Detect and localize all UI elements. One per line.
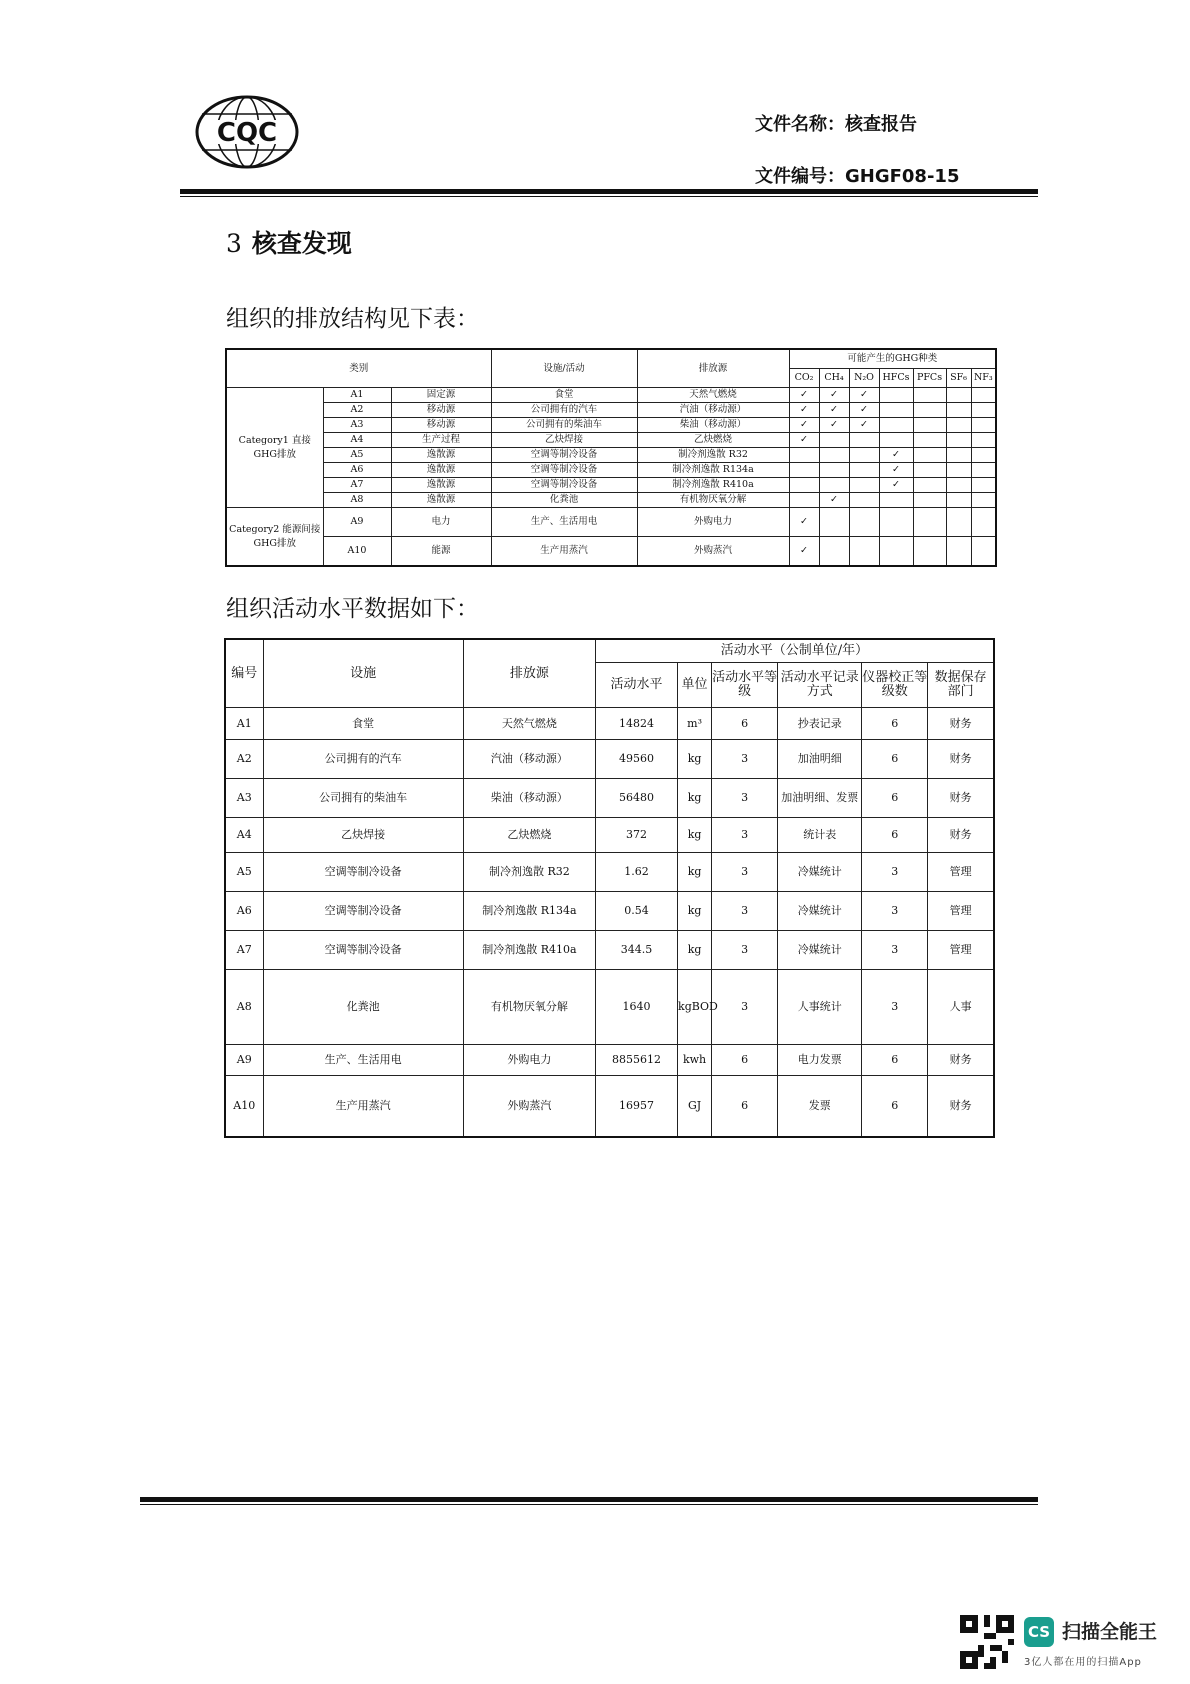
- record-method: 统计表: [778, 818, 862, 853]
- header-department: 数据保存部门: [928, 663, 994, 708]
- activity-row: [225, 1076, 994, 1138]
- header-facility: 设施: [263, 639, 463, 708]
- source-cell: 有机物厌氧分解: [637, 493, 789, 508]
- record-method: 冷媒统计: [778, 853, 862, 892]
- facility-cell: 公司拥有的汽车: [491, 403, 637, 418]
- ghg-mark: [879, 418, 913, 433]
- ghg-mark: [849, 537, 879, 567]
- calibration-cell: 6: [862, 708, 928, 740]
- ghg-mark: [913, 463, 946, 478]
- facility-cell: 乙炔焊接: [491, 433, 637, 448]
- source-cell: 汽油（移动源）: [463, 740, 595, 779]
- facility-cell: 空调等制冷设备: [491, 448, 637, 463]
- source-cell: 制冷剂逸散 R410a: [637, 478, 789, 493]
- activity-level: 372: [595, 818, 677, 853]
- department-cell: 财务: [928, 708, 994, 740]
- activity-level: 1.62: [595, 853, 677, 892]
- activity-level: 1640: [595, 970, 677, 1045]
- source-cell: 外购蒸汽: [463, 1076, 595, 1138]
- unit-cell: GJ: [678, 1076, 712, 1138]
- header-no: 编号: [225, 639, 263, 708]
- emission-row: [226, 463, 996, 478]
- ghg-mark: [913, 388, 946, 403]
- source-type: 固定源: [391, 388, 491, 403]
- row-id: A8: [225, 970, 263, 1045]
- header-gas: HFCs: [879, 369, 913, 388]
- grade-cell: 3: [712, 818, 778, 853]
- source-cell: 天然气燃烧: [463, 708, 595, 740]
- cqc-logo: [194, 94, 300, 170]
- grade-cell: 3: [712, 970, 778, 1045]
- row-id: A10: [323, 537, 391, 567]
- department-cell: 财务: [928, 740, 994, 779]
- department-cell: 财务: [928, 1076, 994, 1138]
- ghg-mark: [849, 463, 879, 478]
- ghg-mark: [971, 493, 996, 508]
- source-type: 逸散源: [391, 478, 491, 493]
- record-method: 发票: [778, 1076, 862, 1138]
- source-type: 能源: [391, 537, 491, 567]
- activity-data-intro: 组织活动水平数据如下：: [226, 596, 479, 622]
- ghg-mark: [913, 403, 946, 418]
- activity-level: 344.5: [595, 931, 677, 970]
- activity-level: 56480: [595, 779, 677, 818]
- ghg-mark: ✓: [819, 388, 849, 403]
- source-cell: 外购电力: [637, 508, 789, 537]
- calibration-cell: 6: [862, 1045, 928, 1076]
- row-id: A7: [225, 931, 263, 970]
- footer-rule: [140, 1497, 1038, 1502]
- ghg-mark: [819, 508, 849, 537]
- header-unit: 单位: [678, 663, 712, 708]
- row-id: A10: [225, 1076, 263, 1138]
- department-cell: 人事: [928, 970, 994, 1045]
- ghg-mark: [946, 448, 971, 463]
- source-cell: 制冷剂逸散 R134a: [463, 892, 595, 931]
- calibration-cell: 6: [862, 1076, 928, 1138]
- ghg-mark: [879, 403, 913, 418]
- emission-row: [226, 537, 996, 567]
- ghg-mark: ✓: [819, 403, 849, 418]
- row-id: A1: [225, 708, 263, 740]
- activity-row: [225, 892, 994, 931]
- record-method: 抄表记录: [778, 708, 862, 740]
- record-method: 加油明细: [778, 740, 862, 779]
- unit-cell: kwh: [678, 1045, 712, 1076]
- header-calibration: 仪器校正等级数: [862, 663, 928, 708]
- activity-level-table: [224, 638, 995, 1138]
- ghg-mark: [946, 418, 971, 433]
- ghg-mark: ✓: [879, 463, 913, 478]
- grade-cell: 3: [712, 931, 778, 970]
- activity-level: 8855612: [595, 1045, 677, 1076]
- calibration-cell: 3: [862, 970, 928, 1045]
- ghg-mark: [879, 537, 913, 567]
- source-cell: 制冷剂逸散 R32: [463, 853, 595, 892]
- ghg-mark: [946, 388, 971, 403]
- row-id: A2: [323, 403, 391, 418]
- source-type: 逸散源: [391, 448, 491, 463]
- row-id: A3: [323, 418, 391, 433]
- facility-cell: 食堂: [491, 388, 637, 403]
- ghg-mark: [946, 403, 971, 418]
- row-id: A6: [225, 892, 263, 931]
- header-facility: 设施/活动: [491, 349, 637, 388]
- ghg-mark: [913, 478, 946, 493]
- department-cell: 财务: [928, 779, 994, 818]
- emission-row: [226, 418, 996, 433]
- department-cell: 财务: [928, 818, 994, 853]
- header-grade: 活动水平等级: [712, 663, 778, 708]
- facility-cell: 空调等制冷设备: [491, 463, 637, 478]
- activity-row: [225, 931, 994, 970]
- source-cell: 天然气燃烧: [637, 388, 789, 403]
- facility-cell: 生产用蒸汽: [263, 1076, 463, 1138]
- ghg-mark: ✓: [849, 418, 879, 433]
- emission-row: [226, 478, 996, 493]
- facility-cell: 空调等制冷设备: [263, 892, 463, 931]
- emission-row: [226, 433, 996, 448]
- row-id: A4: [225, 818, 263, 853]
- activity-level: 14824: [595, 708, 677, 740]
- footer-rule-thin: [140, 1504, 1038, 1505]
- source-cell: 外购蒸汽: [637, 537, 789, 567]
- calibration-cell: 3: [862, 892, 928, 931]
- activity-row: [225, 818, 994, 853]
- header-gas: CH₄: [819, 369, 849, 388]
- unit-cell: kg: [678, 740, 712, 779]
- ghg-mark: [946, 478, 971, 493]
- ghg-mark: [971, 508, 996, 537]
- source-cell: 有机物厌氧分解: [463, 970, 595, 1045]
- ghg-mark: [789, 493, 819, 508]
- row-id: A4: [323, 433, 391, 448]
- activity-level: 16957: [595, 1076, 677, 1138]
- header-source: 排放源: [637, 349, 789, 388]
- category-label: Category1 直接GHG排放: [226, 388, 323, 508]
- source-cell: 制冷剂逸散 R32: [637, 448, 789, 463]
- facility-cell: 公司拥有的柴油车: [491, 418, 637, 433]
- header-rule-thin: [180, 196, 1038, 197]
- ghg-mark: [819, 537, 849, 567]
- emission-structure-table: [225, 348, 997, 567]
- app-badge: CS: [1024, 1617, 1054, 1647]
- section-heading: 核查发现: [251, 229, 352, 258]
- logo-text: CQC: [216, 118, 278, 148]
- ghg-mark: [946, 493, 971, 508]
- ghg-mark: [946, 433, 971, 448]
- ghg-mark: [946, 463, 971, 478]
- source-type: 生产过程: [391, 433, 491, 448]
- header-gas: SF₆: [946, 369, 971, 388]
- emission-row: [226, 388, 996, 403]
- ghg-mark: [789, 448, 819, 463]
- row-id: A9: [323, 508, 391, 537]
- activity-level: 0.54: [595, 892, 677, 931]
- calibration-cell: 6: [862, 740, 928, 779]
- ghg-mark: ✓: [789, 403, 819, 418]
- ghg-mark: [849, 493, 879, 508]
- header-level: 活动水平: [595, 663, 677, 708]
- header-category: 类别: [226, 349, 491, 388]
- grade-cell: 6: [712, 708, 778, 740]
- source-type: 逸散源: [391, 493, 491, 508]
- unit-cell: kgBOD: [678, 970, 712, 1045]
- calibration-cell: 6: [862, 818, 928, 853]
- department-cell: 管理: [928, 931, 994, 970]
- department-cell: 管理: [928, 853, 994, 892]
- emission-row: [226, 508, 996, 537]
- calibration-cell: 3: [862, 853, 928, 892]
- header-activity-group: 活动水平（公制单位/年）: [595, 639, 994, 663]
- record-method: 加油明细、发票: [778, 779, 862, 818]
- source-type: 逸散源: [391, 463, 491, 478]
- header-ghg-types: 可能产生的GHG种类: [789, 349, 996, 369]
- source-type: 电力: [391, 508, 491, 537]
- unit-cell: kg: [678, 818, 712, 853]
- ghg-mark: [971, 478, 996, 493]
- row-id: A5: [225, 853, 263, 892]
- ghg-mark: [971, 418, 996, 433]
- row-id: A6: [323, 463, 391, 478]
- ghg-mark: [946, 537, 971, 567]
- ghg-mark: [849, 508, 879, 537]
- category-label: Category2 能源间接GHG排放: [226, 508, 323, 567]
- calibration-cell: 3: [862, 931, 928, 970]
- ghg-mark: ✓: [849, 388, 879, 403]
- activity-row: [225, 740, 994, 779]
- header-gas: CO₂: [789, 369, 819, 388]
- ghg-mark: [946, 508, 971, 537]
- unit-cell: kg: [678, 892, 712, 931]
- ghg-mark: [971, 537, 996, 567]
- ghg-mark: [879, 508, 913, 537]
- calibration-cell: 6: [862, 779, 928, 818]
- ghg-mark: [879, 388, 913, 403]
- ghg-mark: [879, 493, 913, 508]
- row-id: A2: [225, 740, 263, 779]
- ghg-mark: [913, 493, 946, 508]
- department-cell: 财务: [928, 1045, 994, 1076]
- ghg-mark: [913, 448, 946, 463]
- row-id: A7: [323, 478, 391, 493]
- ghg-mark: [789, 463, 819, 478]
- source-cell: 制冷剂逸散 R134a: [637, 463, 789, 478]
- department-cell: 管理: [928, 892, 994, 931]
- ghg-mark: ✓: [879, 448, 913, 463]
- grade-cell: 6: [712, 1076, 778, 1138]
- record-method: 电力发票: [778, 1045, 862, 1076]
- facility-cell: 空调等制冷设备: [491, 478, 637, 493]
- header-source: 排放源: [463, 639, 595, 708]
- emission-row: [226, 403, 996, 418]
- ghg-mark: [849, 448, 879, 463]
- source-cell: 汽油（移动源）: [637, 403, 789, 418]
- source-type: 移动源: [391, 418, 491, 433]
- row-id: A1: [323, 388, 391, 403]
- app-tagline: 3亿人都在用的扫描App: [1024, 1657, 1142, 1668]
- ghg-mark: [819, 478, 849, 493]
- source-cell: 外购电力: [463, 1045, 595, 1076]
- source-cell: 柴油（移动源）: [463, 779, 595, 818]
- ghg-mark: [849, 478, 879, 493]
- row-id: A5: [323, 448, 391, 463]
- facility-cell: 生产、生活用电: [491, 508, 637, 537]
- emission-row: [226, 493, 996, 508]
- ghg-mark: ✓: [789, 418, 819, 433]
- ghg-mark: [913, 508, 946, 537]
- header-record: 活动水平记录方式: [778, 663, 862, 708]
- ghg-mark: [971, 403, 996, 418]
- record-method: 人事统计: [778, 970, 862, 1045]
- row-id: A8: [323, 493, 391, 508]
- ghg-mark: [789, 478, 819, 493]
- ghg-mark: ✓: [789, 508, 819, 537]
- emission-structure-intro: 组织的排放结构见下表：: [226, 306, 479, 332]
- ghg-mark: ✓: [819, 418, 849, 433]
- header-rule: [180, 189, 1038, 194]
- header-gas: N₂O: [849, 369, 879, 388]
- unit-cell: m³: [678, 708, 712, 740]
- activity-row: [225, 1045, 994, 1076]
- ghg-mark: ✓: [789, 433, 819, 448]
- ghg-mark: [849, 433, 879, 448]
- ghg-mark: [819, 448, 849, 463]
- facility-cell: 空调等制冷设备: [263, 931, 463, 970]
- facility-cell: 空调等制冷设备: [263, 853, 463, 892]
- emission-row: [226, 448, 996, 463]
- ghg-mark: ✓: [789, 537, 819, 567]
- ghg-mark: [971, 448, 996, 463]
- ghg-mark: ✓: [819, 493, 849, 508]
- source-cell: 柴油（移动源）: [637, 418, 789, 433]
- row-id: A3: [225, 779, 263, 818]
- source-type: 移动源: [391, 403, 491, 418]
- record-method: 冷媒统计: [778, 892, 862, 931]
- facility-cell: 公司拥有的汽车: [263, 740, 463, 779]
- activity-row: [225, 853, 994, 892]
- ghg-mark: [913, 418, 946, 433]
- ghg-mark: [971, 388, 996, 403]
- ghg-mark: [819, 433, 849, 448]
- source-cell: 乙炔燃烧: [637, 433, 789, 448]
- qr-code-icon: [960, 1615, 1014, 1669]
- ghg-mark: ✓: [879, 478, 913, 493]
- source-cell: 制冷剂逸散 R410a: [463, 931, 595, 970]
- ghg-mark: [819, 463, 849, 478]
- facility-cell: 生产用蒸汽: [491, 537, 637, 567]
- ghg-mark: ✓: [849, 403, 879, 418]
- facility-cell: 化粪池: [263, 970, 463, 1045]
- app-name: 扫描全能王: [1062, 1621, 1158, 1643]
- header-gas: NF₃: [971, 369, 996, 388]
- grade-cell: 3: [712, 853, 778, 892]
- header-gas: PFCs: [913, 369, 946, 388]
- section-number: 3: [226, 229, 242, 258]
- grade-cell: 6: [712, 1045, 778, 1076]
- unit-cell: kg: [678, 853, 712, 892]
- grade-cell: 3: [712, 892, 778, 931]
- ghg-mark: [879, 433, 913, 448]
- ghg-mark: [913, 537, 946, 567]
- file-number: 文件编号：GHGF08-15: [755, 166, 960, 187]
- grade-cell: 3: [712, 740, 778, 779]
- unit-cell: kg: [678, 931, 712, 970]
- facility-cell: 食堂: [263, 708, 463, 740]
- activity-row: [225, 779, 994, 818]
- facility-cell: 生产、生活用电: [263, 1045, 463, 1076]
- section-title: [226, 224, 352, 260]
- grade-cell: 3: [712, 779, 778, 818]
- ghg-mark: ✓: [789, 388, 819, 403]
- source-cell: 乙炔燃烧: [463, 818, 595, 853]
- facility-cell: 化粪池: [491, 493, 637, 508]
- activity-row: [225, 970, 994, 1045]
- activity-level: 49560: [595, 740, 677, 779]
- activity-row: [225, 708, 994, 740]
- facility-cell: 公司拥有的柴油车: [263, 779, 463, 818]
- facility-cell: 乙炔焊接: [263, 818, 463, 853]
- ghg-mark: [971, 463, 996, 478]
- row-id: A9: [225, 1045, 263, 1076]
- ghg-mark: [971, 433, 996, 448]
- record-method: 冷媒统计: [778, 931, 862, 970]
- file-name: 文件名称：核查报告: [755, 114, 917, 135]
- ghg-mark: [913, 433, 946, 448]
- unit-cell: kg: [678, 779, 712, 818]
